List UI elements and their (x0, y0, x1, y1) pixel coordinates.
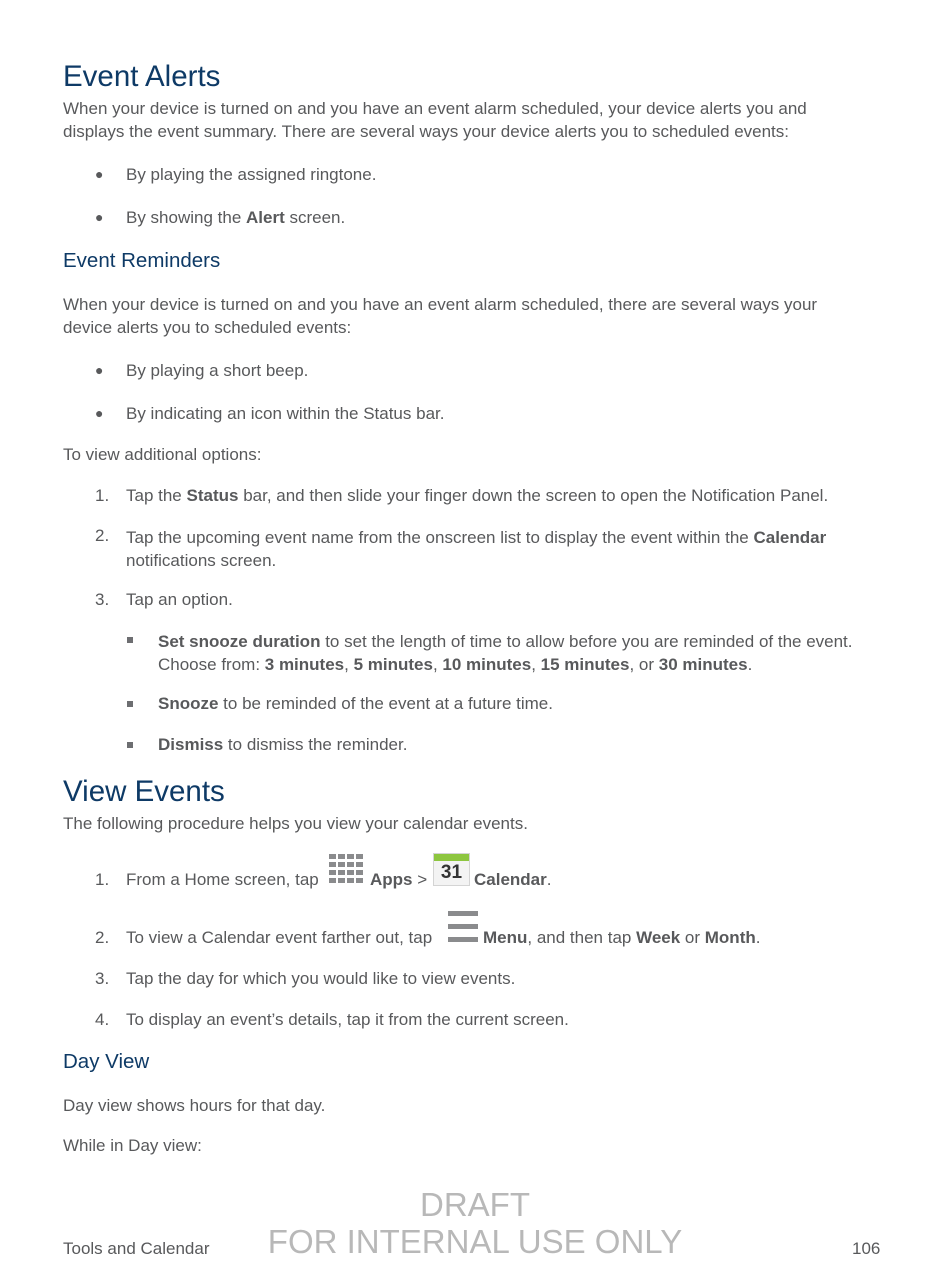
step-number: 2. (95, 928, 110, 947)
view-events-intro: The following procedure helps you view your calendar events. (63, 814, 528, 833)
apps-icon (328, 853, 366, 887)
option-snooze: Snooze to be reminded of the event at a future time. (158, 694, 553, 713)
step-number: 1. (95, 486, 110, 505)
bullet-dot: ● (95, 362, 104, 378)
reminder-step-1: Tap the Status bar, and then slide your finger down the screen to open the Notification Panel. (126, 486, 829, 505)
view-step-1-text: From a Home screen, tap (126, 870, 319, 889)
bullet-dot: ● (95, 166, 104, 182)
calendar-icon-number: 31 (440, 862, 463, 883)
options-intro: To view additional options: (63, 445, 262, 464)
view-step-2-rest: Menu, and then tap Week or Month. (483, 928, 761, 947)
view-step-1-calendar: Calendar. (474, 870, 552, 889)
event-reminders-bullet-2: By indicating an icon within the Status bar. (126, 404, 445, 423)
view-step-4: To display an event’s details, tap it from the current screen. (126, 1010, 569, 1029)
event-reminders-bullet-1: By playing a short beep. (126, 361, 309, 380)
option-dismiss: Dismiss to dismiss the reminder. (158, 735, 408, 754)
heading-day-view: Day View (63, 1050, 150, 1073)
view-step-3: Tap the day for which you would like to view events. (126, 969, 516, 988)
step-number: 2. (95, 526, 110, 545)
step-number: 3. (95, 590, 110, 609)
menu-icon (447, 909, 479, 945)
option-set-snooze-duration: Set snooze duration to set the length of time to allow before you are reminded of the event. Choose from: 3 minutes, 5 minutes, 10 minutes, 15 minutes, or 30 minutes. (158, 632, 853, 674)
calendar-icon (433, 853, 470, 886)
square-bullet (127, 742, 133, 748)
calendar-icon-top-bar (434, 854, 469, 861)
watermark-internal-use: FOR INTERNAL USE ONLY (267, 1223, 683, 1260)
event-alerts-bullet-1: By playing the assigned ringtone. (126, 165, 377, 184)
view-step-2-text: To view a Calendar event farther out, tap (126, 928, 433, 947)
bullet-dot: ● (95, 405, 104, 421)
footer-section-title: Tools and Calendar (63, 1239, 210, 1258)
square-bullet (127, 637, 133, 643)
heading-view-events: View Events (63, 775, 225, 808)
step-number: 4. (95, 1010, 110, 1029)
watermark-draft: DRAFT (420, 1186, 530, 1223)
bullet-dot: ● (95, 209, 104, 225)
event-alerts-intro: When your device is turned on and you have an event alarm scheduled, your device alerts you and displays the event summary. There are several ways your device alerts you to scheduled events: (63, 99, 807, 141)
square-bullet (127, 701, 133, 707)
step-number: 3. (95, 969, 110, 988)
reminder-step-3: Tap an option. (126, 590, 233, 609)
reminder-step-2: Tap the upcoming event name from the onscreen list to display the event within the Calendar notifications screen. (126, 528, 827, 570)
view-step-1-apps: Apps > (370, 870, 428, 889)
footer-page-number: 106 (852, 1239, 881, 1258)
day-view-text-1: Day view shows hours for that day. (63, 1096, 326, 1115)
event-alerts-bullet-2: By showing the Alert screen. (126, 208, 346, 227)
heading-event-reminders: Event Reminders (63, 249, 221, 272)
event-reminders-intro: When your device is turned on and you have an event alarm scheduled, there are several ways your device alerts you to scheduled events: (63, 295, 818, 337)
step-number: 1. (95, 870, 110, 889)
day-view-text-2: While in Day view: (63, 1136, 202, 1155)
heading-event-alerts: Event Alerts (63, 60, 221, 93)
